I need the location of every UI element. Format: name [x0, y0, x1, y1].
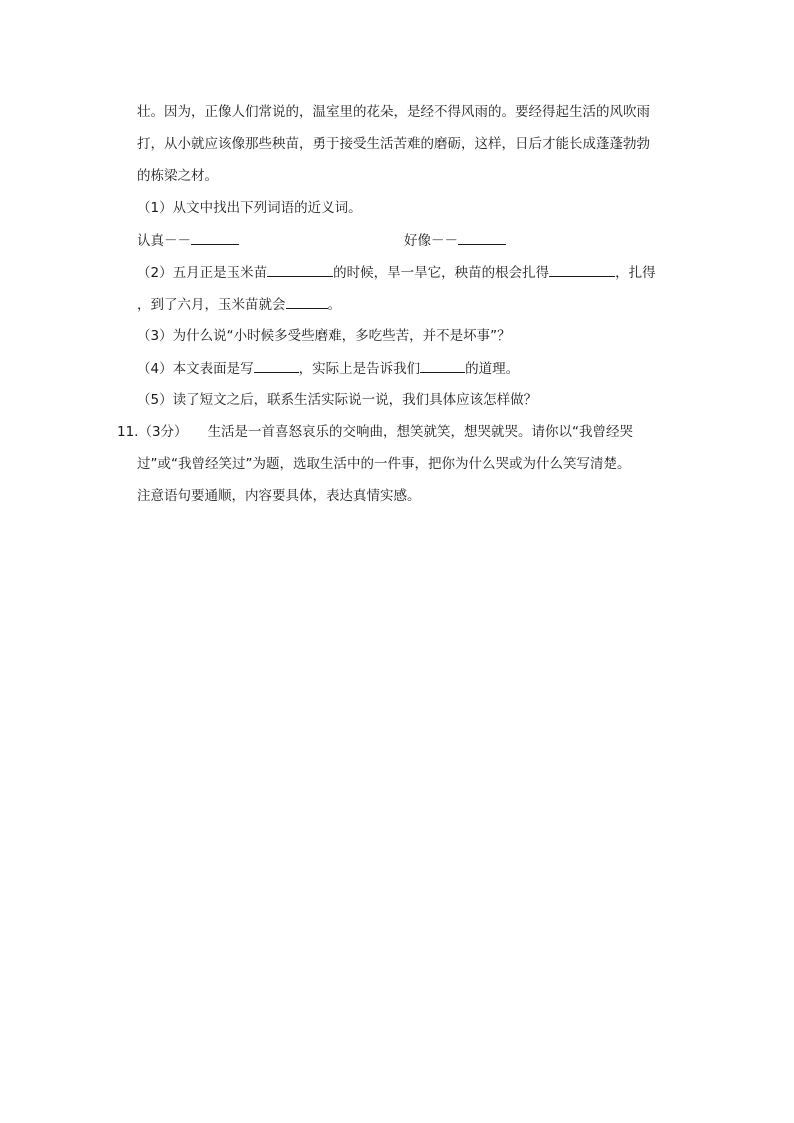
question-11-line-2: 过”或“我曾经笑过”为题，选取生活中的一件事，把你为什么哭或为什么笑写清楚。 — [137, 456, 631, 472]
question-2-text-2: 的时候，旱一旱它，秧苗的根会扎得 — [333, 265, 550, 281]
answer-blank[interactable] — [286, 294, 328, 309]
question-2-line-1 — [137, 262, 656, 283]
question-2-text-4: ，到了六月，玉米苗就会 — [137, 297, 286, 313]
question-1-item-a-label: 认真－－ — [137, 233, 191, 249]
question-1-item-b — [404, 230, 506, 251]
question-3: （3）为什么说“小时候多受些磨难，多吃些苦，并不是坏事”？ — [137, 328, 511, 344]
question-4 — [137, 358, 519, 379]
question-11-text-1: 生活是一首喜怒哀乐的交响曲，想笑就笑，想哭就哭。请你以“我曾经哭 — [207, 424, 634, 440]
question-11-line-3: 注意语句要通顺，内容要具体，表达真情实感。 — [137, 488, 421, 504]
passage-line-3: 的栋梁之材。 — [137, 168, 218, 184]
question-11-line-1 — [117, 422, 633, 442]
question-4-text-2: ，实际上是告诉我们 — [298, 361, 421, 377]
answer-blank[interactable] — [420, 358, 465, 373]
question-2-line-2 — [137, 294, 341, 315]
answer-blank[interactable] — [549, 262, 615, 277]
question-2-text-3: ，扎得 — [615, 265, 656, 281]
question-5: （5）读了短文之后，联系生活实际说一说，我们具体应该怎样做？ — [137, 392, 538, 408]
answer-blank[interactable] — [267, 262, 333, 277]
question-1-item-b-label: 好像－－ — [404, 233, 458, 249]
question-4-text-3: 的道理。 — [465, 361, 520, 377]
answer-blank[interactable] — [458, 230, 506, 245]
question-2-text-1: （2）五月正是玉米苗 — [137, 265, 268, 281]
question-11-number: 11.（3分） — [117, 424, 188, 440]
question-4-text-1: （4）本文表面是写 — [137, 361, 254, 377]
answer-blank[interactable] — [191, 230, 239, 245]
question-2-text-5: 。 — [327, 297, 341, 313]
passage-line-1: 壮。因为，正像人们常说的，温室里的花朵，是经不得风雨的。要经得起生活的风吹雨 — [137, 104, 650, 120]
question-1-prompt: （1）从文中找出下列词语的近义词。 — [137, 200, 362, 216]
passage-line-2: 打，从小就应该像那些秧苗，勇于接受生活苦难的磨砺，这样，日后才能长成蓬蓬勃勃 — [137, 136, 650, 152]
question-1-item-a — [137, 230, 239, 251]
answer-blank[interactable] — [254, 358, 299, 373]
